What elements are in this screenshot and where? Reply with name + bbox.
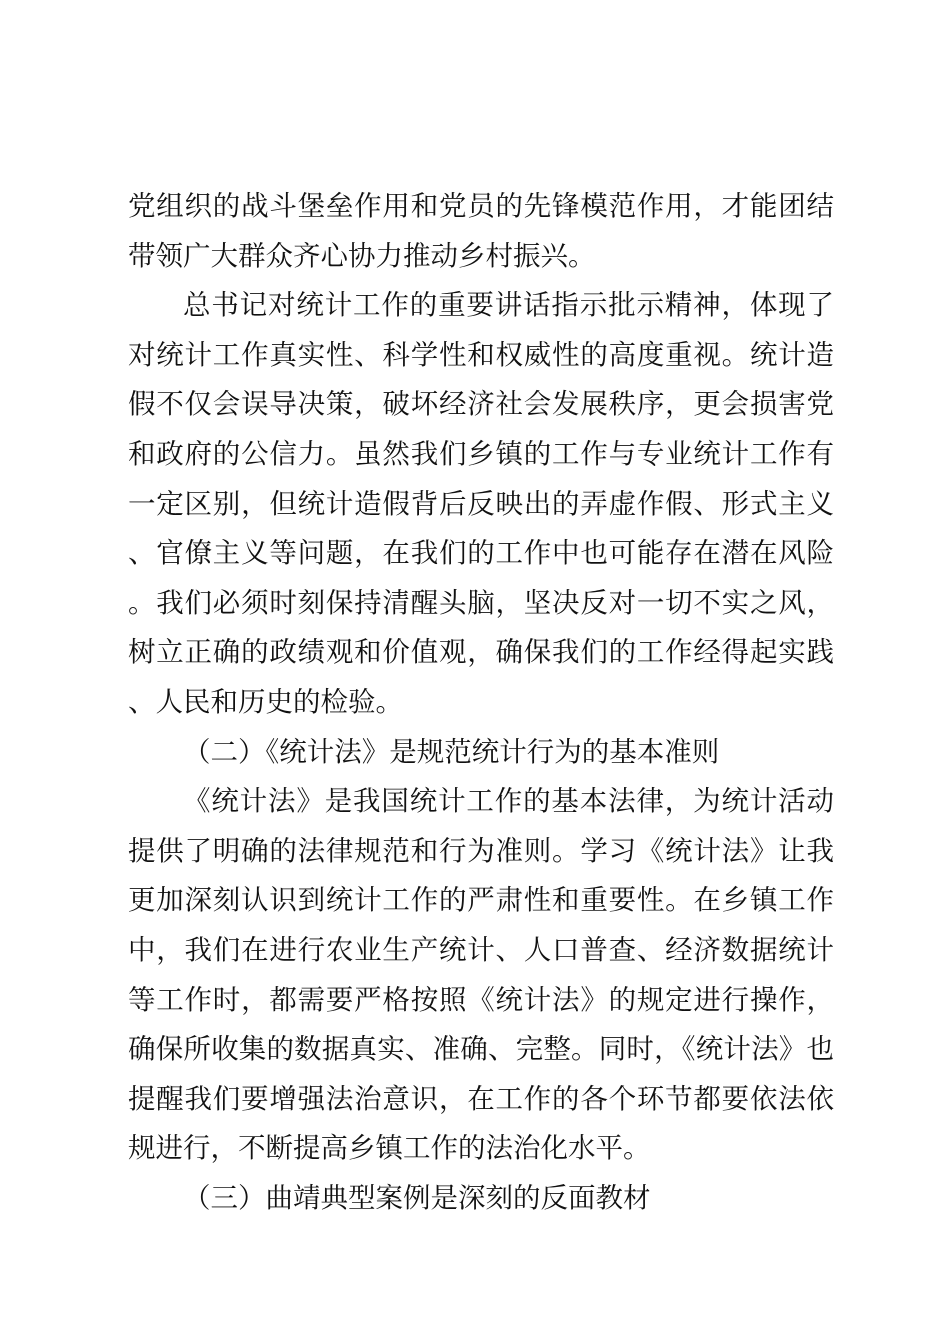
section-heading-3: （三）曲靖典型案例是深刻的反面教材 <box>183 1181 651 1214</box>
paragraph-statistics-law: 《统计法》是我国统计工作的基本法律，为统计活动提供了明确的法律规范和行为准则。学习《统计法》让我更加深刻认识到统计工作的严肃性和重要性。在乡镇工作中，我们在进行农业生产统计、人口普查、经济数据统计等工作时，都需要严格按照《统计法》的规定进行操作，确保所收集的数据真实、准确、完整。同时，《统计法》也提醒我们要增强法治意识，在工作的各个环节都要依法依规进行，不断提高乡镇工作的法治化水平。 <box>128 785 834 1165</box>
paragraph-statistics-spirit: 总书记对统计工作的重要讲话指示批示精神，体现了对统计工作真实性、科学性和权威性的高度重视。统计造假不仅会误导决策，破坏经济社会发展秩序，更会损害党和政府的公信力。虽然我们乡镇的工作与专业统计工作有一定区别，但统计造假背后反映出的弄虚作假、形式主义、官僚主义等问题，在我们的工作中也可能存在潜在风险。我们必须时刻保持清醒头脑，坚决反对一切不实之风，树立正确的政绩观和价值观，确保我们的工作经得起实践、人民和历史的检验。 <box>128 289 834 718</box>
continuation-paragraph: 党组织的战斗堡垒作用和党员的先锋模范作用，才能团结带领广大群众齐心协力推动乡村振兴。 <box>128 190 834 272</box>
section-heading-2: （二）《统计法》是规范统计行为的基本准则 <box>183 735 720 768</box>
document-body <box>128 182 834 1223</box>
